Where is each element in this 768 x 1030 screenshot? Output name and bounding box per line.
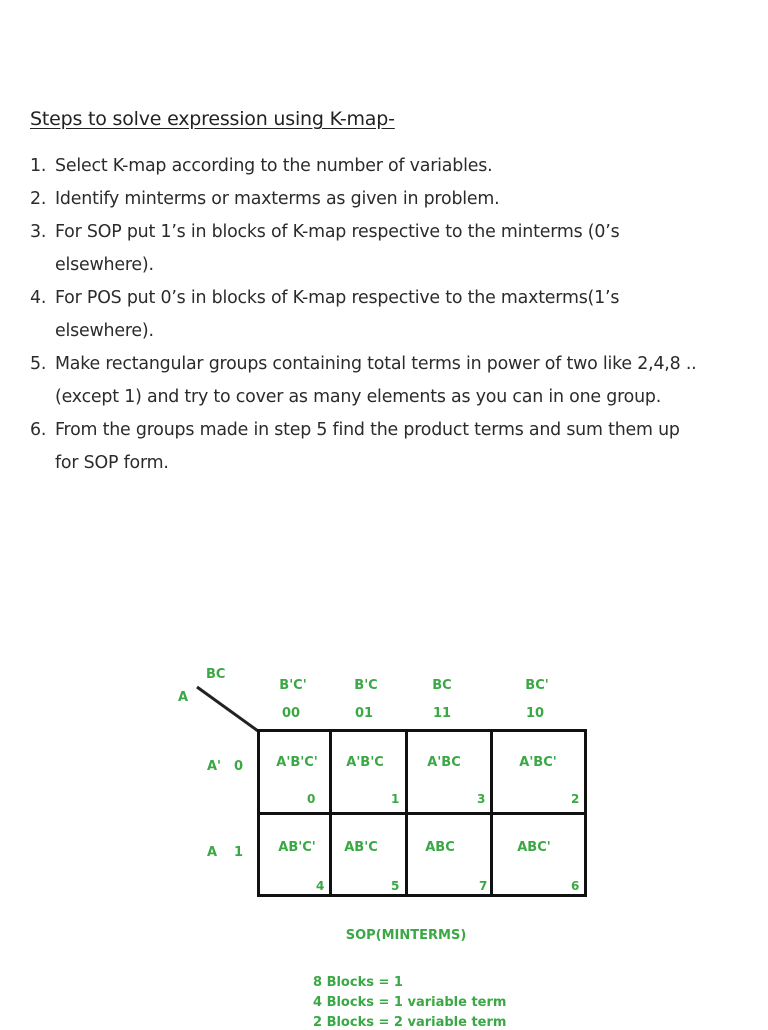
step-number: 1. bbox=[30, 156, 47, 176]
kmap-cell-index: 5 bbox=[391, 879, 400, 893]
kmap-cell-term: A'B'C bbox=[346, 755, 384, 770]
kmap-col-header-code: 00 bbox=[281, 706, 301, 721]
section-heading: Steps to solve expression using K-map- bbox=[30, 108, 395, 130]
kmap-legend-line: 2 Blocks = 2 variable term bbox=[313, 1015, 507, 1030]
step-text: For SOP put 1’s in blocks of K-map respective to the minterms (0’s bbox=[55, 222, 620, 242]
step-text: Select K-map according to the number of variables. bbox=[55, 156, 493, 176]
kmap-row-header-term: A' bbox=[207, 759, 222, 774]
step-number: 2. bbox=[30, 189, 47, 209]
step-item bbox=[30, 183, 760, 216]
kmap-grid bbox=[257, 729, 587, 897]
step-number: 5. bbox=[30, 354, 47, 374]
kmap-col-header-term: BC bbox=[432, 678, 452, 693]
kmap-row-header-term: A bbox=[207, 845, 218, 860]
step-item bbox=[30, 150, 760, 183]
kmap-col-header-term: B'C' bbox=[279, 678, 307, 693]
kmap-col-header-code: 01 bbox=[354, 706, 374, 721]
kmap-cell-index: 6 bbox=[571, 879, 580, 893]
step-item bbox=[30, 282, 760, 348]
kmap-cell-index: 0 bbox=[307, 792, 316, 806]
kmap-cell-index: 3 bbox=[477, 792, 486, 806]
kmap-col-header-code: 10 bbox=[525, 706, 545, 721]
kmap-cell-term: ABC bbox=[425, 840, 455, 855]
kmap-cell-term: ABC' bbox=[517, 840, 551, 855]
step-text-continued: elsewhere). bbox=[55, 255, 154, 275]
step-text: From the groups made in step 5 find the product terms and sum them up bbox=[55, 420, 680, 440]
kmap-col-header-code: 11 bbox=[432, 706, 452, 721]
kmap-cell-term: AB'C' bbox=[278, 840, 316, 855]
step-text: Make rectangular groups containing total terms in power of two like 2,4,8 .. bbox=[55, 354, 697, 374]
step-item bbox=[30, 414, 760, 480]
kmap-legend-line: 4 Blocks = 1 variable term bbox=[313, 995, 507, 1010]
kmap-grid-col-divider bbox=[405, 732, 408, 894]
step-text-continued: elsewhere). bbox=[55, 321, 154, 341]
step-number: 4. bbox=[30, 288, 47, 308]
steps-list bbox=[30, 150, 760, 480]
step-item bbox=[30, 348, 760, 414]
kmap-cell-term: AB'C bbox=[344, 840, 378, 855]
kmap-row-header-code: 0 bbox=[234, 759, 244, 774]
kmap-cell-term: A'BC' bbox=[519, 755, 557, 770]
kmap-legend-line: 8 Blocks = 1 bbox=[313, 975, 403, 990]
kmap-cell-index: 1 bbox=[391, 792, 400, 806]
step-text: Identify minterms or maxterms as given in problem. bbox=[55, 189, 500, 209]
kmap-col-header-term: B'C bbox=[354, 678, 378, 693]
kmap-row-header-code: 1 bbox=[234, 845, 244, 860]
kmap-caption: SOP(MINTERMS) bbox=[345, 928, 467, 943]
kmap-cell-term: A'B'C' bbox=[276, 755, 318, 770]
step-number: 6. bbox=[30, 420, 47, 440]
step-text-continued: (except 1) and try to cover as many elements as you can in one group. bbox=[55, 387, 662, 407]
kmap-grid-col-divider bbox=[490, 732, 493, 894]
kmap-corner-a-label: A bbox=[178, 690, 189, 705]
kmap-corner-bc-label: BC bbox=[206, 667, 226, 682]
kmap-grid-row-divider bbox=[260, 812, 584, 815]
kmap-cell-index: 2 bbox=[571, 792, 580, 806]
step-text-continued: for SOP form. bbox=[55, 453, 169, 473]
kmap-cell-index: 7 bbox=[479, 879, 488, 893]
step-item bbox=[30, 216, 760, 282]
step-number: 3. bbox=[30, 222, 47, 242]
kmap-cell-term: A'BC bbox=[427, 755, 461, 770]
kmap-col-header-term: BC' bbox=[525, 678, 549, 693]
step-text: For POS put 0’s in blocks of K-map respective to the maxterms(1’s bbox=[55, 288, 620, 308]
kmap-grid-col-divider bbox=[329, 732, 332, 894]
kmap-cell-index: 4 bbox=[316, 879, 325, 893]
